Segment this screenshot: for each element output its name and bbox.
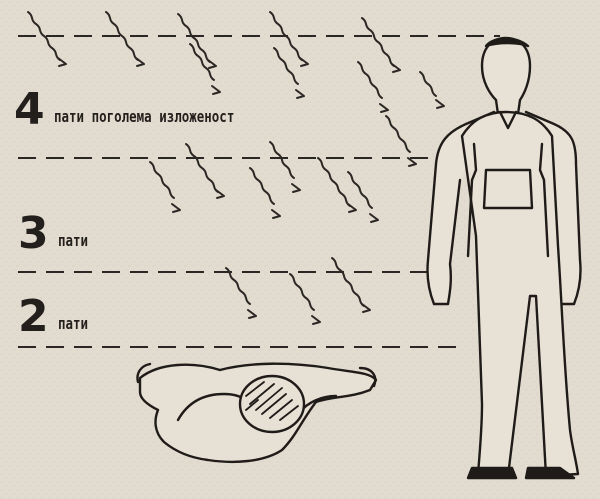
radiation-arrow	[362, 18, 400, 72]
radiation-arrow	[332, 258, 370, 312]
level-label-2	[18, 291, 96, 342]
level-label-4	[14, 84, 285, 135]
prone-man-figure	[138, 364, 377, 462]
standing-man-figure	[427, 38, 580, 478]
radiation-arrow	[318, 158, 356, 212]
radiation-arrow	[250, 168, 280, 218]
arrow-row-2	[226, 258, 370, 324]
level-text: пати	[57, 314, 88, 333]
level-text: пати	[57, 231, 88, 250]
radiation-arrows	[28, 12, 444, 324]
level-number: 4	[14, 84, 44, 135]
radiation-arrow	[106, 12, 144, 66]
radiation-arrow	[178, 14, 216, 68]
level-number: 2	[18, 291, 48, 342]
radiation-arrow	[270, 12, 308, 66]
radiation-arrow	[348, 172, 378, 222]
radiation-arrow	[186, 144, 224, 198]
arrow-row-3	[150, 142, 378, 222]
radiation-arrow	[420, 72, 444, 108]
radiation-arrow	[290, 274, 320, 324]
level-number: 3	[18, 208, 48, 259]
radiation-arrow	[270, 142, 300, 192]
level-label-3	[18, 208, 96, 259]
radiation-arrow	[28, 12, 66, 66]
level-text: пати поголема изложеност	[53, 107, 234, 126]
radiation-arrow	[358, 62, 388, 112]
radiation-arrow	[150, 162, 180, 212]
standing-head	[482, 38, 530, 114]
standing-shoes	[468, 468, 574, 478]
radiation-arrow	[226, 268, 256, 318]
